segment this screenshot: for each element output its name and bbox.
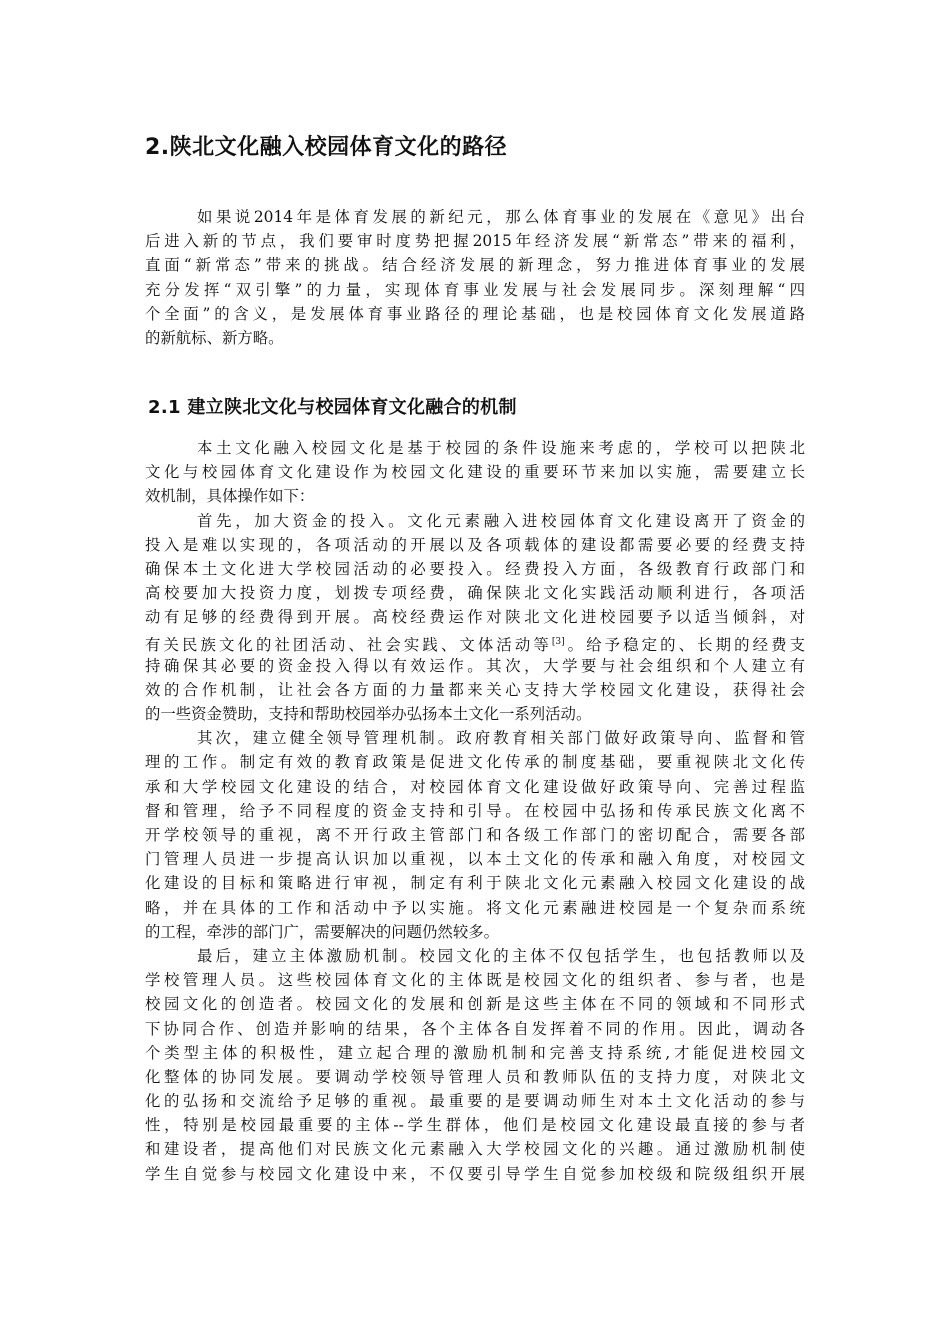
text-line: 化建设的目标和策略进行审视，制定有利于陕北文化元素融入校园文化建设的战 bbox=[145, 874, 805, 893]
text-line: 校园文化的创造者。校园文化的发展和创新是这些主体在不同的领域和不同形式 bbox=[145, 995, 805, 1014]
text-line: 学校管理人员。这些校园体育文化的主体既是校园文化的组织者、参与者，也是 bbox=[145, 971, 805, 990]
text-line: 持确保其必要的资金投入得以有效运作。其次，大学要与社会组织和个人建立有 bbox=[145, 656, 805, 675]
text-line: 充分发挥“双引擎”的力量，实现体育事业发展与社会发展同步。深刻理解“四 bbox=[145, 280, 805, 299]
text-line: 高校要加大投资力度，划拨专项经费，确保陕北文化实践活动顺利进行，各项活 bbox=[145, 584, 805, 603]
section-heading: 2.陕北文化融入校园体育文化的路径 bbox=[145, 135, 508, 160]
text-line: 略，并在具体的工作和活动中予以实施。将文化元素融进校园是一个复杂而系统 bbox=[145, 898, 805, 917]
text-line: 学生自觉参与校园文化建设中来，不仅要引导学生自觉参加校级和院级组织开展 bbox=[145, 1164, 805, 1183]
text-line: 后进入新的节点，我们要审时度势把握2015年经济发展“新常态”带来的福利， bbox=[145, 232, 805, 251]
text-line: 文化与校园体育文化建设作为校园文化建设的重要环节来加以实施，需要建立长 bbox=[145, 463, 805, 482]
text-line: 首先，加大资金的投入。文化元素融入进校园体育文化建设离开了资金的 bbox=[197, 511, 805, 530]
text-line: 如果说2014年是体育发展的新纪元，那么体育事业的发展在《意见》出台 bbox=[197, 208, 805, 226]
citation-line bbox=[145, 630, 805, 654]
text-line: 个全面”的含义，是发展体育事业路径的理论基础，也是校园体育文化发展道路 bbox=[145, 304, 805, 323]
text-line: 化整体的协同发展。要调动学校领导管理人员和教师队伍的支持力度，对陕北文 bbox=[145, 1067, 805, 1086]
text-line: 效机制，具体操作如下： bbox=[145, 487, 315, 506]
text-segment: 有关民族文化的社团活动、社会实践、文体活动等 bbox=[145, 635, 552, 654]
text-line: 直面“新常态”带来的挑战。结合经济发展的新理念，努力推进体育事业的发展 bbox=[145, 256, 805, 275]
body-text bbox=[145, 436, 805, 1186]
text-line: 投入是难以实现的，各项活动的开展以及各项载体的建设都需要必要的经费支持 bbox=[145, 535, 805, 554]
text-line: 个类型主体的积极性，建立起合理的激励机制和完善支持系统,才能促进校园文 bbox=[145, 1043, 805, 1062]
text-line: 化的弘扬和交流给予足够的重视。最重要的是要调动师生对本土文化活动的参与 bbox=[145, 1092, 805, 1111]
text-line: 门管理人员进一步提高认识加以重视，以本土文化的传承和融入角度，对校园文 bbox=[145, 850, 805, 869]
text-line: 性，特别是校园最重要的主体--学生群体，他们是校园文化建设最直接的参与者 bbox=[145, 1116, 805, 1135]
text-line: 的新航标、新方略。 bbox=[145, 328, 284, 347]
text-line: 的一些资金赞助，支持和帮助校园举办弘扬本土文化一系列活动。 bbox=[145, 705, 592, 724]
text-line: 的工程，牵涉的部门广，需要解决的问题仍然较多。 bbox=[145, 922, 499, 941]
text-line: 其次，建立健全领导管理机制。政府教育相关部门做好政策导向、监督和管 bbox=[197, 729, 805, 748]
text-line: 动有足够的经费得到开展。高校经费运作对陕北文化进校园要予以适当倾斜，对 bbox=[145, 608, 805, 627]
citation-reference: [3] bbox=[551, 636, 565, 647]
text-line: 效的合作机制，让社会各方面的力量都来关心支持大学校园文化建设，获得社会 bbox=[145, 680, 805, 699]
intro-paragraph bbox=[145, 205, 805, 350]
text-line: 本土文化融入校园文化是基于校园的条件设施来考虑的，学校可以把陕北 bbox=[197, 439, 805, 457]
text-line: 下协同合作、创造并影响的结果，各个主体各自发挥着不同的作用。因此，调动各 bbox=[145, 1019, 805, 1038]
text-line: 最后，建立主体激励机制。校园文化的主体不仅包括学生，也包括教师以及 bbox=[197, 946, 805, 965]
text-line: 理的工作。制定有效的教育政策是促进文化传承的制度基础，要重视陕北文化传 bbox=[145, 753, 805, 772]
text-line: 承和大学校园文化建设的结合，对校园体育文化建设做好政策导向、完善过程监 bbox=[145, 777, 805, 796]
text-line: 开学校领导的重视，离不开行政主管部门和各级工作部门的密切配合，需要各部 bbox=[145, 826, 805, 844]
text-line: 和建设者，提高他们对民族文化元素融入大学校园文化的兴趣。通过激励机制使 bbox=[145, 1140, 805, 1159]
text-segment: 。给予稳定的、长期的经费支 bbox=[564, 635, 805, 654]
text-line: 督和管理，给予不同程度的资金支持和引导。在校园中弘扬和传承民族文化离不 bbox=[145, 801, 805, 820]
text-line: 确保本土文化进大学校园活动的必要投入。经费投入方面，各级教育行政部门和 bbox=[145, 559, 805, 578]
subsection-heading: 2.1 建立陕北文化与校园体育文化融合的机制 bbox=[148, 397, 517, 418]
